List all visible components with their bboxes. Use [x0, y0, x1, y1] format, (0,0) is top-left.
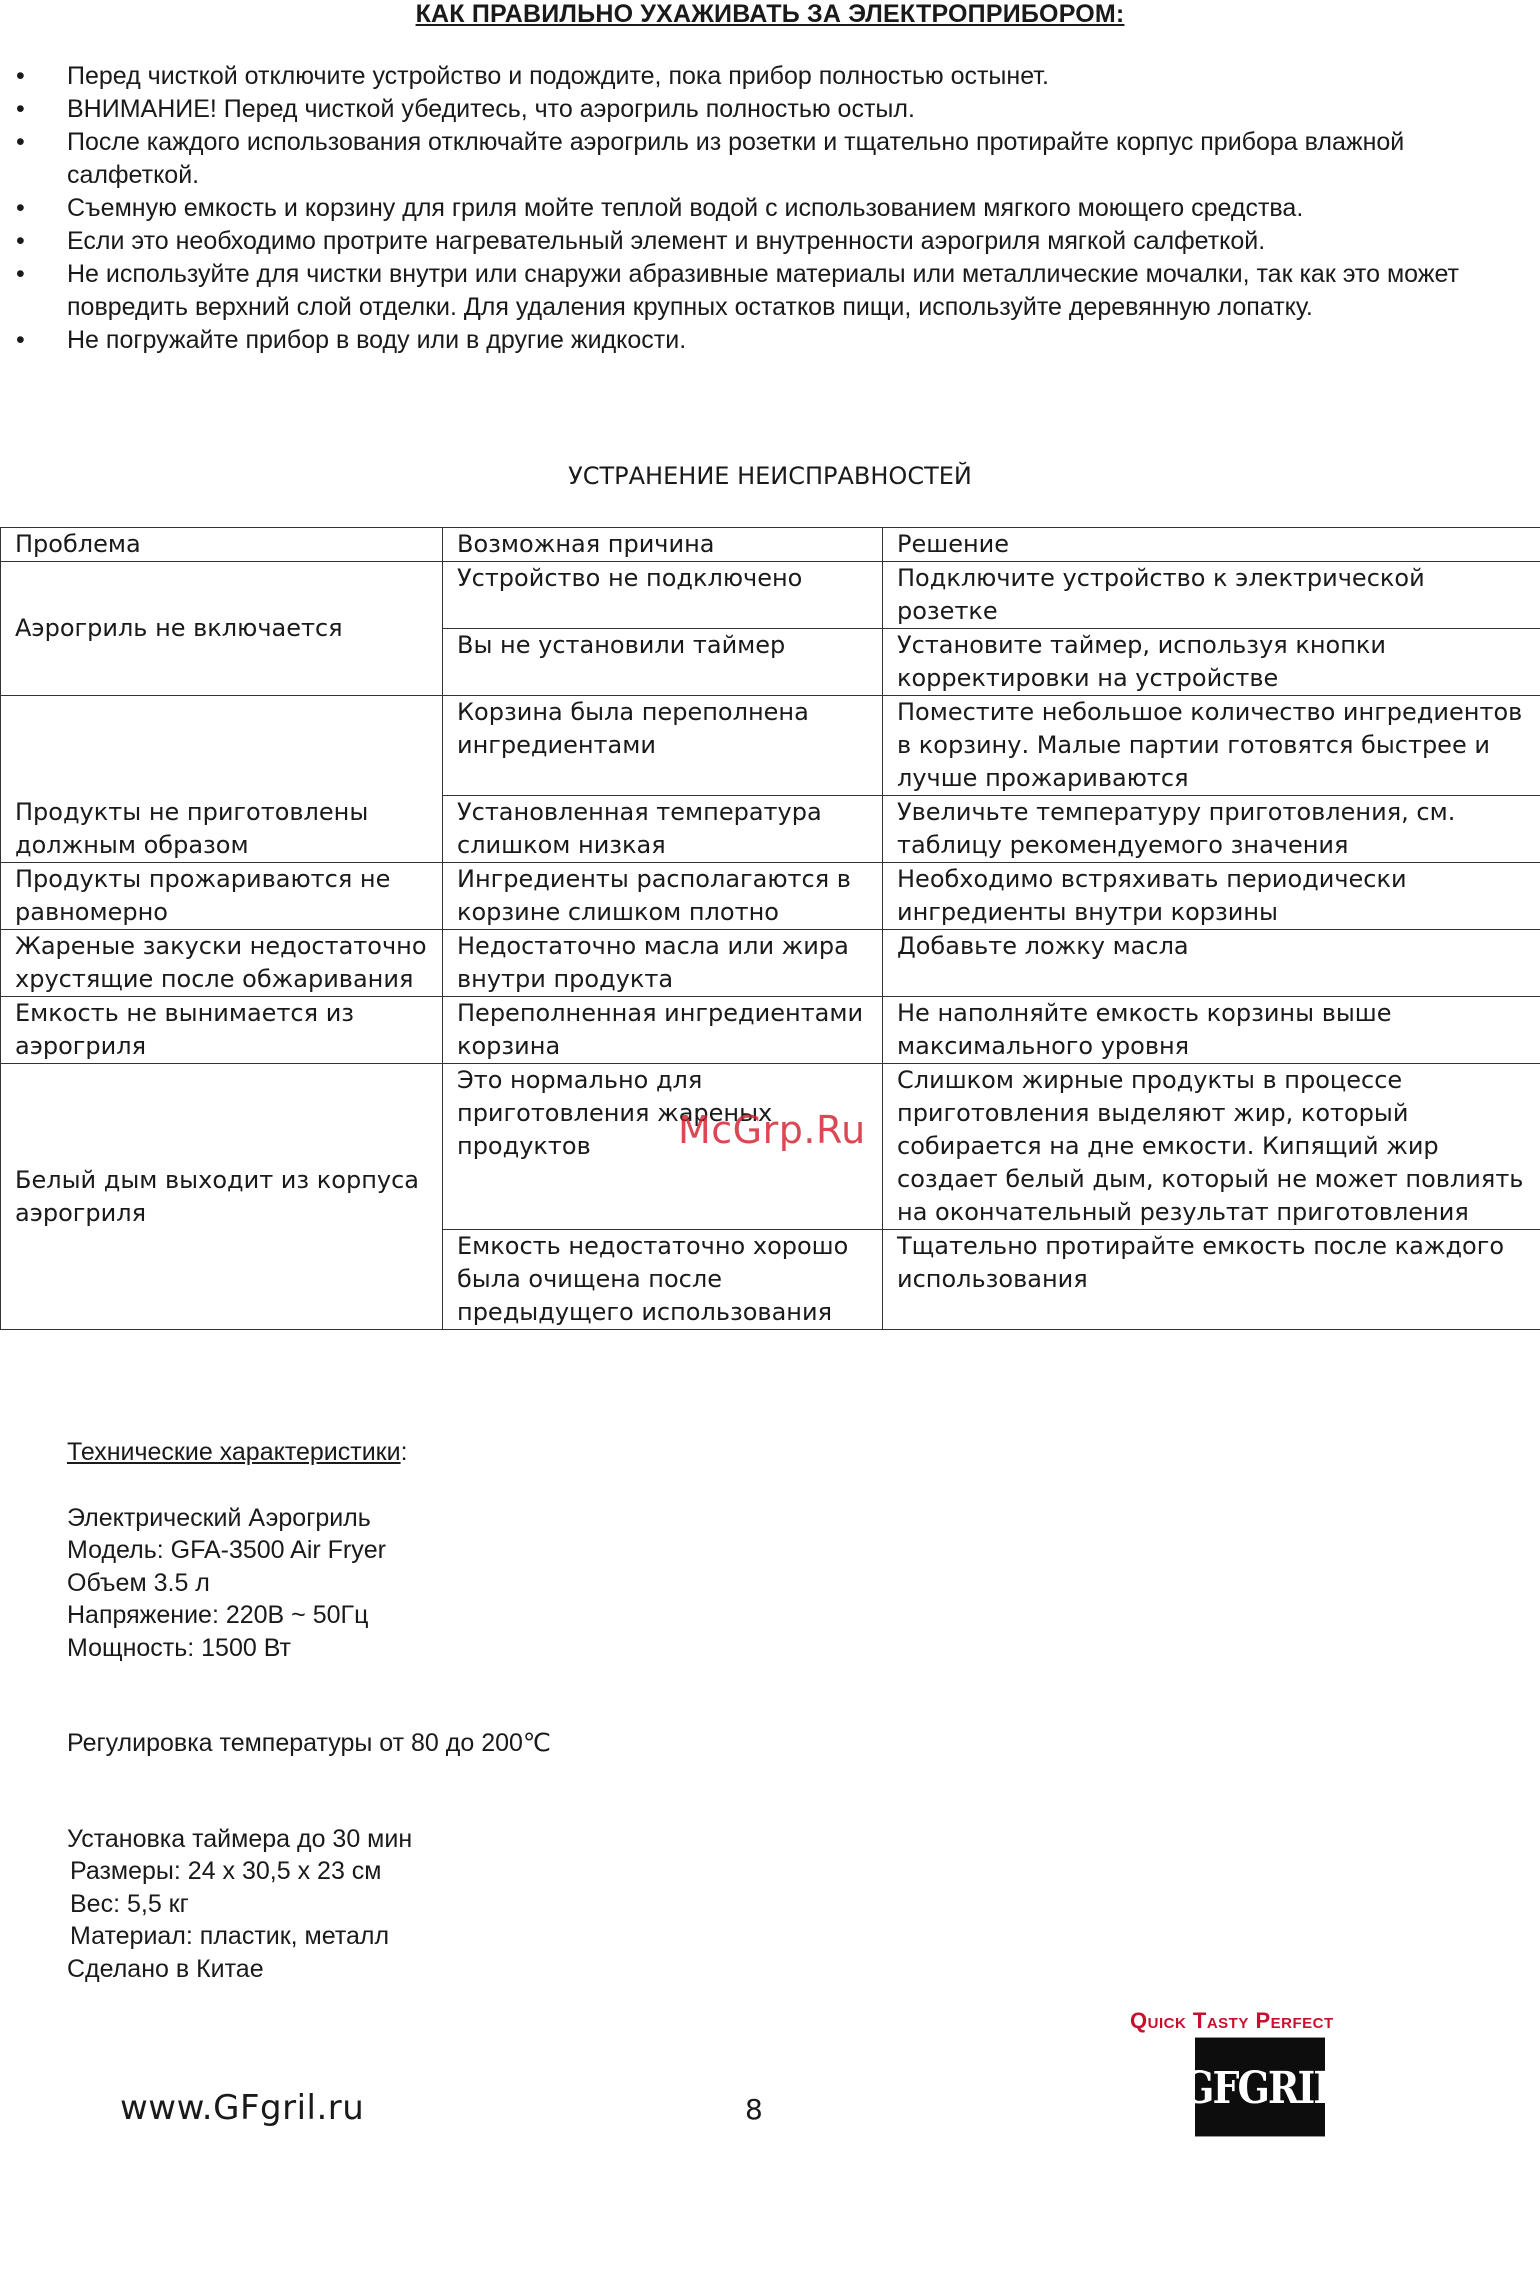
- care-title: КАК ПРАВИЛЬНО УХАЖИВАТЬ ЗА ЭЛЕКТРОПРИБОРОМ:: [415, 0, 1125, 28]
- problem-cell: Белый дым выходит из корпуса аэрогриля: [1, 1064, 443, 1330]
- bullet-icon: •: [16, 128, 25, 156]
- brand-logo-mark: GFGRIL: [1195, 2038, 1325, 2137]
- table-row: [1, 562, 1540, 629]
- solution-cell: Слишком жирные продукты в процессе приготовления выделяют жир, который собирается на дне емкости. Кипящий жир создает белый дым, который не может повлиять на окончательный результат приготовления: [883, 1064, 1540, 1230]
- list-item: • Не погружайте прибор в воду или в другие жидкости.: [14, 324, 1514, 357]
- bullet-icon: •: [16, 326, 25, 354]
- list-item: • Если это необходимо протрите нагревательный элемент и внутренности аэрогриля мягкой салфеткой.: [14, 225, 1514, 258]
- solution-cell: Не наполняйте емкость корзины выше максимального уровня: [883, 997, 1540, 1064]
- watermark: McGrp.Ru: [678, 1108, 866, 1152]
- bullet-icon: •: [16, 260, 25, 288]
- list-item: • ВНИМАНИЕ! Перед чисткой убедитесь, что аэрогриль полностью остыл.: [14, 93, 1514, 126]
- cause-cell: Ингредиенты располагаются в корзине слишком плотно: [443, 863, 883, 930]
- brand-tagline: Quick Tasty Perfect: [1130, 2008, 1334, 2033]
- spec-temperature: Регулировка температуры от 80 до 200℃: [67, 1729, 551, 1757]
- problem-cell: Аэрогриль не включается: [1, 562, 443, 696]
- spec-product: Электрический Аэрогриль: [67, 1504, 371, 1532]
- table-header-row: [1, 528, 1540, 562]
- spec-volume: Объем 3.5 л: [67, 1569, 210, 1597]
- cause-cell: Устройство не подключено: [443, 562, 883, 629]
- cause-cell: Переполненная ингредиентами корзина: [443, 997, 883, 1064]
- header-solution: Решение: [883, 528, 1540, 562]
- table-row: [1, 930, 1540, 997]
- specs-label: [67, 1438, 408, 1467]
- care-list: [14, 60, 1514, 357]
- spec-material: Материал: пластик, металл: [70, 1922, 390, 1950]
- problem-cell: Продукты прожариваются не равномерно: [1, 863, 443, 930]
- spec-model: Модель: GFA-3500 Air Fryer: [67, 1536, 386, 1564]
- spec-voltage: Напряжение: 220В ~ 50Гц: [67, 1601, 369, 1629]
- list-item: • Не используйте для чистки внутри или снаружи абразивные материалы или металлические мочалки, так как это может повредить верхний слой отделки. Для удаления крупных остатков пищи, используйте деревянную лопатку.: [16, 260, 1460, 321]
- bullet-icon: •: [16, 95, 25, 123]
- website-link[interactable]: www.GFgril.ru: [120, 2088, 365, 2128]
- page-number: 8: [745, 2093, 763, 2126]
- list-item: • Перед чисткой отключите устройство и подождите, пока прибор полностью остынет.: [14, 60, 1514, 93]
- troubleshooting-title: УСТРАНЕНИЕ НЕИСПРАВНОСТЕЙ: [568, 462, 972, 490]
- header-cause: Возможная причина: [443, 528, 883, 562]
- table-row: [1, 863, 1540, 930]
- brand-logo: [1130, 2008, 1392, 2113]
- solution-cell: Тщательно протирайте емкость после каждого использования: [883, 1230, 1540, 1330]
- spec-power: Мощность: 1500 Вт: [67, 1634, 292, 1662]
- bullet-icon: •: [16, 62, 25, 90]
- troubleshooting-table: [0, 527, 1540, 1330]
- specs-label-colon: :: [400, 1438, 408, 1466]
- solution-cell: Подключите устройство к электрической розетке: [883, 562, 1540, 629]
- spec-timer: Установка таймера до 30 мин: [67, 1825, 413, 1853]
- bullet-icon: •: [16, 227, 25, 255]
- table-row: [1, 997, 1540, 1064]
- solution-cell: Установите таймер, используя кнопки корректировки на устройстве: [883, 629, 1540, 696]
- header-problem: Проблема: [1, 528, 443, 562]
- solution-cell: Необходимо встряхивать периодически ингредиенты внутри корзины: [883, 863, 1540, 930]
- table-row: [1, 696, 1540, 796]
- cause-cell: Установленная температура слишком низкая: [443, 796, 883, 863]
- bullet-icon: •: [16, 194, 25, 222]
- problem-cell: Продукты не приготовлены должным образом: [1, 696, 443, 863]
- solution-cell: Добавьте ложку масла: [883, 930, 1540, 997]
- problem-cell: Жареные закуски недостаточно хрустящие после обжаривания: [1, 930, 443, 997]
- spec-dimensions: Размеры: 24 х 30,5 х 23 см: [70, 1857, 382, 1885]
- cause-cell: Недостаточно масла или жира внутри продукта: [443, 930, 883, 997]
- list-item: • После каждого использования отключайте аэрогриль из розетки и тщательно протирайте корпус прибора влажной салфеткой.: [16, 128, 1405, 189]
- solution-cell: Увеличьте температуру приготовления, см. таблицу рекомендуемого значения: [883, 796, 1540, 863]
- spec-origin: Сделано в Китае: [67, 1955, 264, 1983]
- specs-label-text: Технические характеристики: [67, 1438, 401, 1466]
- solution-cell: Поместите небольшое количество ингредиентов в корзину. Малые партии готовятся быстрее и лучше прожариваются: [883, 696, 1540, 796]
- cause-cell: Корзина была переполнена ингредиентами: [443, 696, 883, 796]
- problem-cell: Емкость не вынимается из аэрогриля: [1, 997, 443, 1064]
- cause-cell: Емкость недостаточно хорошо была очищена после предыдущего использования: [443, 1230, 883, 1330]
- spec-weight: Вес: 5,5 кг: [70, 1890, 189, 1918]
- cause-cell: Вы не установили таймер: [443, 629, 883, 696]
- cause-cell: Это нормально для приготовления жареных продуктов: [443, 1064, 883, 1230]
- list-item: • Съемную емкость и корзину для гриля мойте теплой водой с использованием мягкого моющего средства.: [14, 192, 1514, 225]
